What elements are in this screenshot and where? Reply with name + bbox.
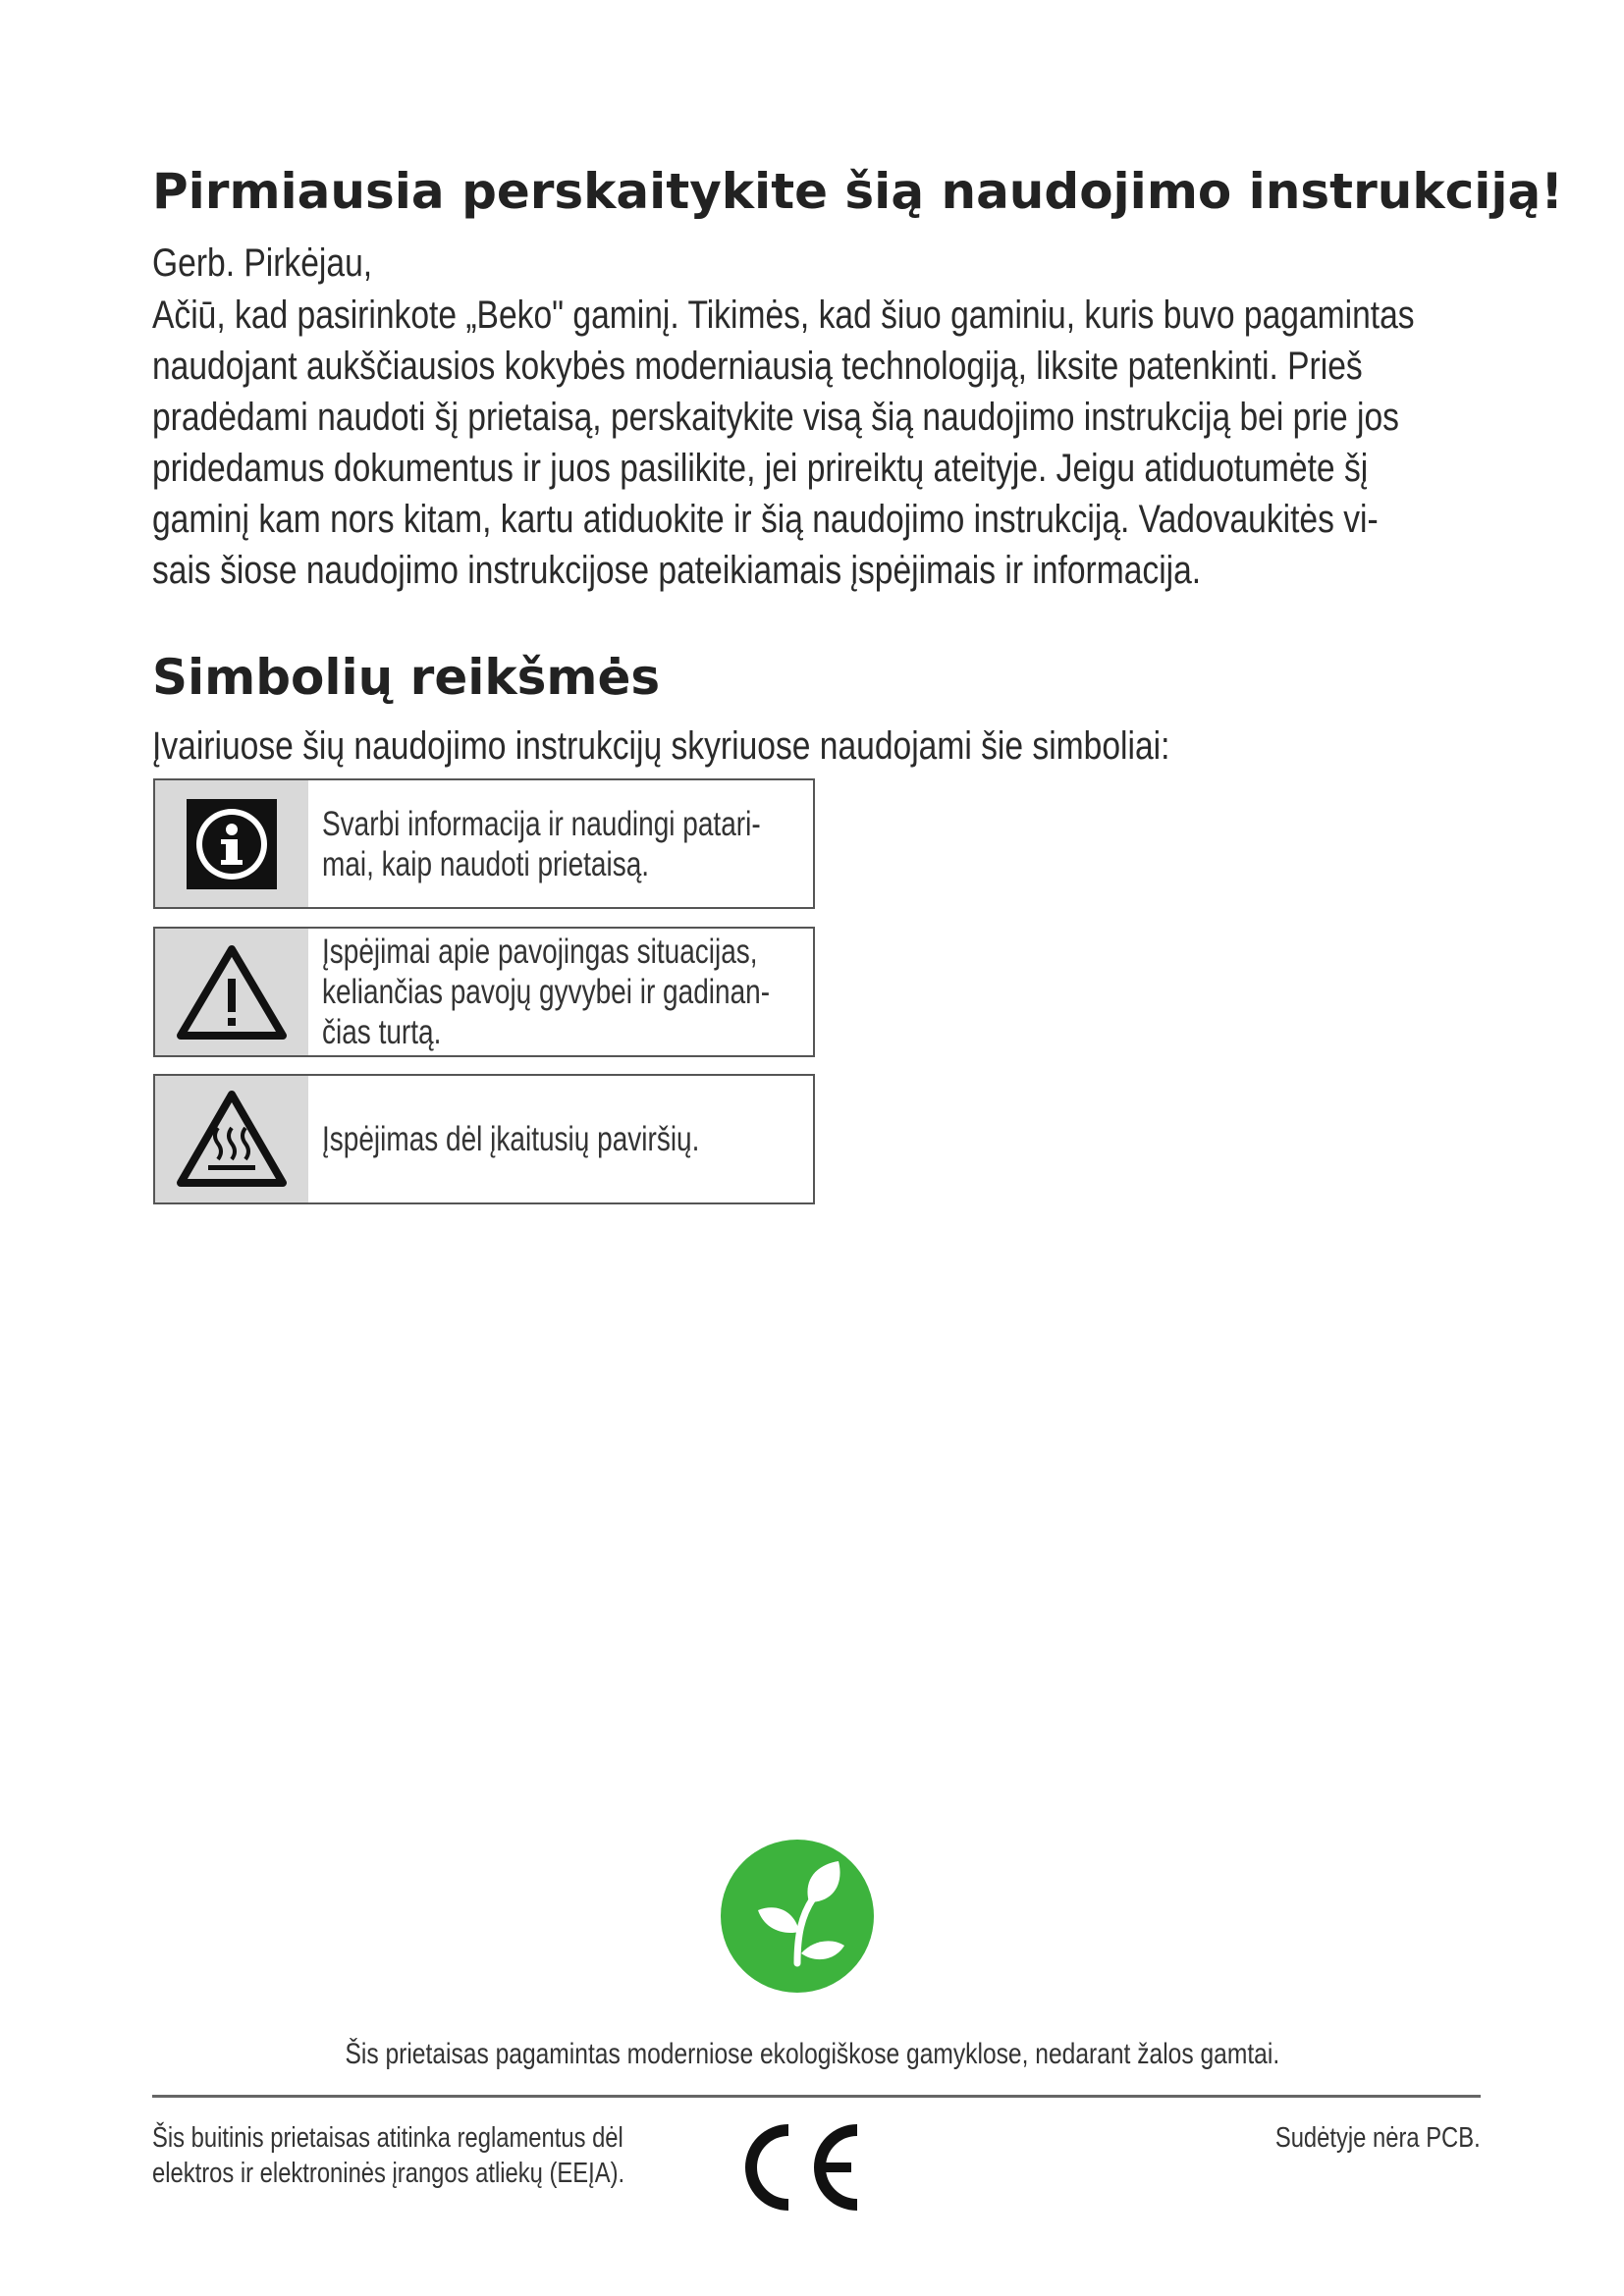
symbol-text-line: Svarbi informacija ir naudingi patari- (322, 804, 761, 843)
symbol-row-hot-surface (153, 1074, 815, 1204)
intro-line: pradėdami naudoti šį prietaisą, perskaitykite visą šią naudojimo instrukciją bei prie jos (152, 396, 1399, 439)
symbol-description (322, 1076, 805, 1202)
intro-line: pridedamus dokumentus ir juos pasilikite, jei prireiktų ateityje. Jeigu atiduotumėte šį (152, 447, 1369, 490)
footer-line: elektros ir elektroninės įrangos atliekų (EEĮA). (152, 2158, 625, 2189)
symbol-text-line: čias turtą. (322, 1013, 442, 1051)
intro-line: Ačiū, kad pasirinkote „Beko" gaminį. Tikimės, kad šiuo gaminiu, kuris buvo pagamintas (152, 294, 1415, 337)
info-icon (187, 799, 277, 889)
symbol-row-info (153, 778, 815, 909)
symbol-description (322, 780, 805, 907)
weee-compliance-text (152, 2120, 729, 2191)
warning-triangle-icon (175, 943, 289, 1041)
footer-line: Šis buitinis prietaisas atitinka reglamentus dėl (152, 2122, 623, 2154)
hot-surface-icon (175, 1089, 289, 1191)
intro-line: sais šiose naudojimo instrukcijose pateikiamais įspėjimais ir informacija. (152, 549, 1202, 592)
symbol-icon-cell (155, 929, 308, 1055)
symbol-text-line: mai, kaip naudoti prietaisą. (322, 844, 650, 883)
symbol-icon-cell (155, 1076, 308, 1202)
symbol-row-warning (153, 927, 815, 1057)
intro-paragraph (152, 290, 1488, 596)
symbols-heading: Simbolių reikšmės (152, 649, 661, 706)
symbol-text-line: keliančias pavojų gyvybei ir gadinan- (322, 973, 771, 1011)
symbol-text-line: Įspėjimai apie pavojingas situacijas, (322, 933, 758, 971)
greeting: Gerb. Pirkėjau, (152, 241, 373, 285)
ce-mark-icon (731, 2118, 869, 2216)
intro-line: naudojant aukščiausios kokybės moderniausią technologiją, liksite patenkinti. Prieš (152, 345, 1363, 388)
intro-line: gaminį kam nors kitam, kartu atiduokite ir šią naudojimo instrukciją. Vadovaukitės vi- (152, 498, 1379, 541)
pcb-free-text: Sudėtyje nėra PCB. (1275, 2122, 1481, 2154)
symbol-icon-cell (155, 780, 308, 907)
footer-divider (152, 2095, 1481, 2098)
symbol-description (322, 929, 805, 1055)
eco-leaf-icon (719, 1838, 876, 1995)
page-title: Pirmiausia perskaitykite šią naudojimo instrukciją! (152, 163, 1564, 220)
eco-statement (0, 2037, 1624, 2072)
symbols-intro: Įvairiuose šių naudojimo instrukcijų skyriuose naudojami šie simboliai: (152, 724, 1170, 768)
symbol-text-line: Įspėjimas dėl įkaitusių paviršių. (322, 1120, 700, 1158)
eco-text: Šis prietaisas pagamintas moderniose ekologiškose gamyklose, nedarant žalos gamtai. (345, 2038, 1279, 2070)
